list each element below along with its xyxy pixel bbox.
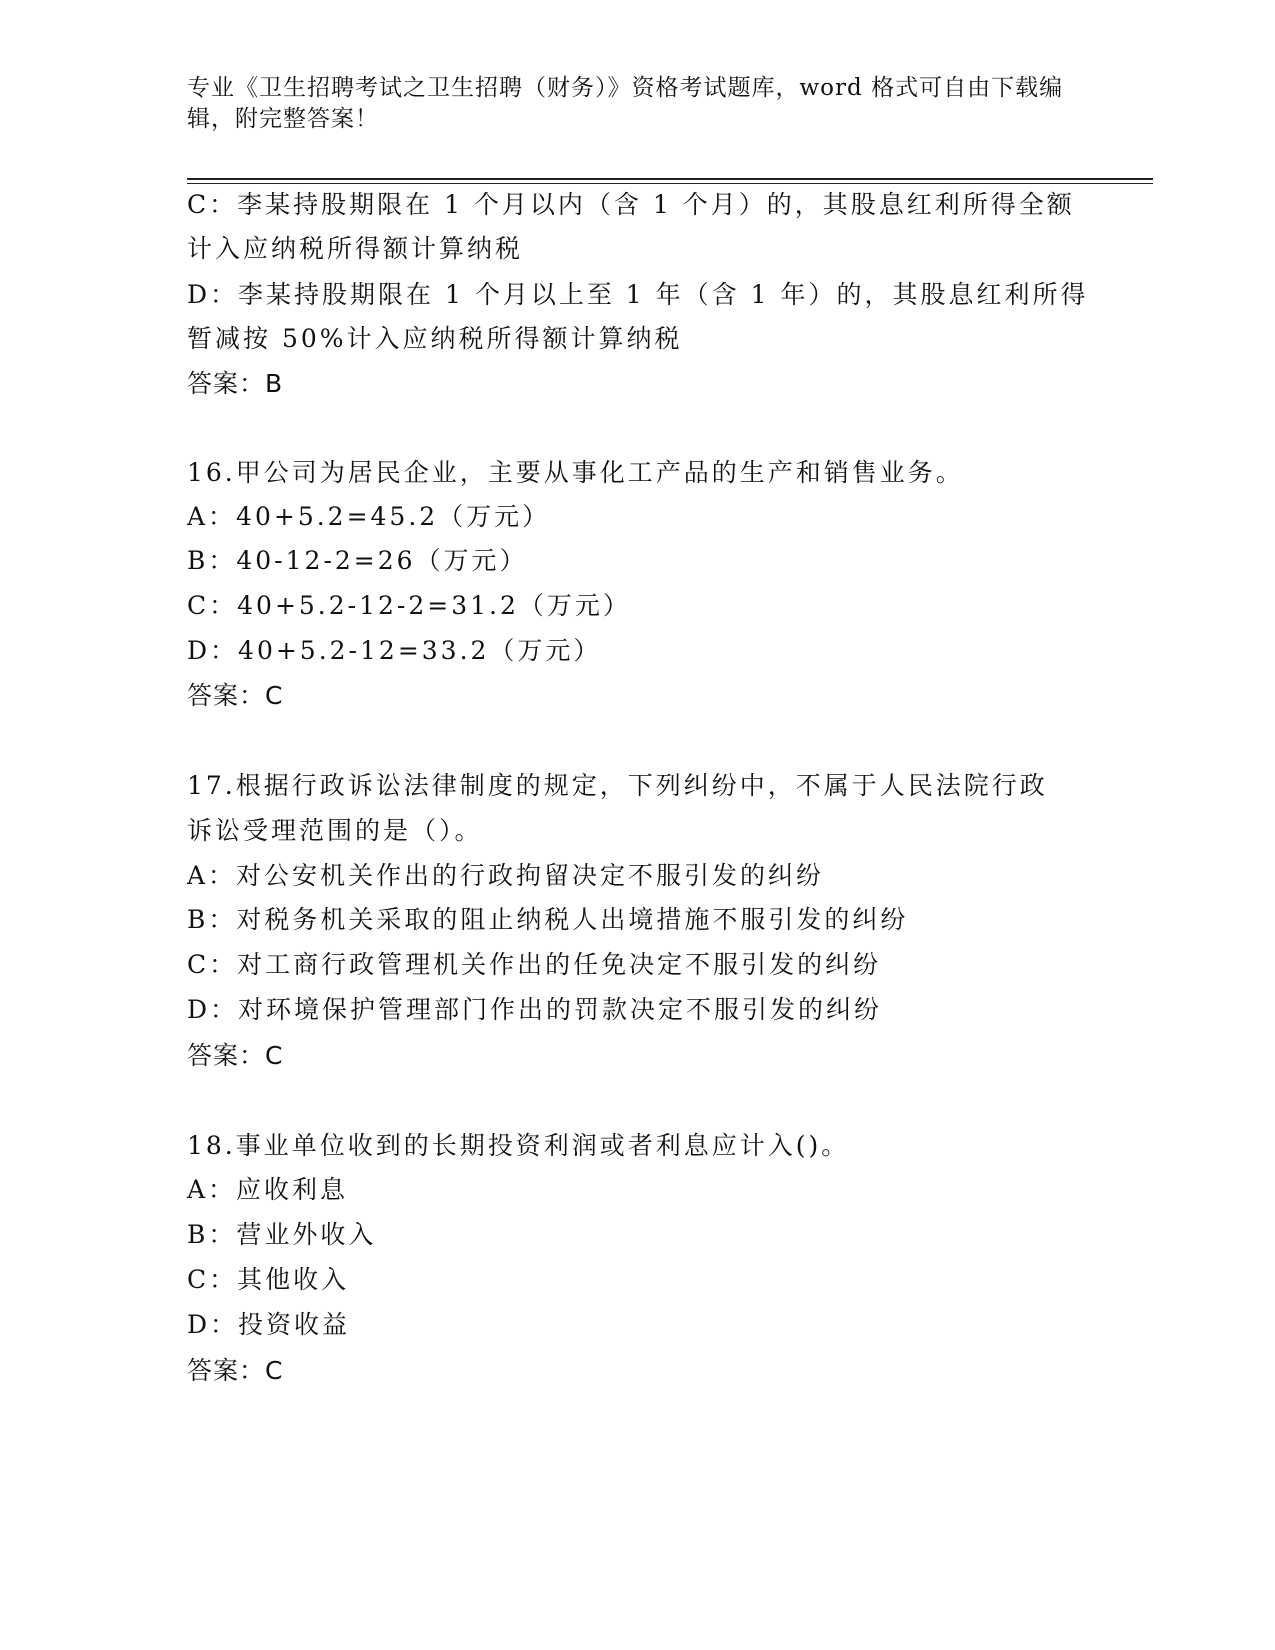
q18-option-c: C：其他收入 bbox=[187, 1265, 350, 1294]
q16-answer: 答案：C bbox=[187, 681, 284, 710]
q15-option-d-line1: D：李某持股期限在 1 个月以上至 1 年（含 1 年）的，其股息红利所得 bbox=[187, 280, 1089, 309]
header-divider-thin bbox=[187, 183, 1153, 184]
q16-option-b: B：40-12-2=26（万元） bbox=[187, 546, 528, 575]
q18-answer: 答案：C bbox=[187, 1356, 284, 1385]
q15-option-c-line1: C：李某持股期限在 1 个月以内（含 1 个月）的，其股息红利所得全额 bbox=[187, 190, 1075, 219]
q16-option-c: C：40+5.2-12-2=31.2（万元） bbox=[187, 591, 631, 620]
header-divider-thick bbox=[187, 178, 1153, 180]
q16-stem: 16.甲公司为居民企业，主要从事化工产品的生产和销售业务。 bbox=[187, 458, 964, 487]
q17-option-a: A：对公安机关作出的行政拘留决定不服引发的纠纷 bbox=[187, 861, 825, 890]
q15-option-c-line2: 计入应纳税所得额计算纳税 bbox=[187, 234, 524, 263]
q17-stem-line2: 诉讼受理范围的是（）。 bbox=[187, 816, 483, 845]
q17-option-c: C：对工商行政管理机关作出的任免决定不服引发的纠纷 bbox=[187, 950, 882, 979]
q18-option-d: D：投资收益 bbox=[187, 1310, 351, 1339]
q17-option-d: D：对环境保护管理部门作出的罚款决定不服引发的纠纷 bbox=[187, 995, 883, 1024]
q18-option-b: B：营业外收入 bbox=[187, 1220, 377, 1249]
q16-option-d: D：40+5.2-12=33.2（万元） bbox=[187, 636, 602, 665]
document-header: 专业《卫生招聘考试之卫生招聘（财务）》资格考试题库，word 格式可自由下载编辑，附完整答案！ bbox=[187, 75, 1064, 132]
q16-option-a: A：40+5.2=45.2（万元） bbox=[187, 502, 551, 531]
q15-option-d-line2: 暂减按 50%计入应纳税所得额计算纳税 bbox=[187, 324, 683, 353]
q15-answer: 答案：B bbox=[187, 369, 284, 398]
q18-option-a: A：应收利息 bbox=[187, 1175, 349, 1204]
q17-option-b: B：对税务机关采取的阻止纳税人出境措施不服引发的纠纷 bbox=[187, 905, 909, 934]
q17-stem-line1: 17.根据行政诉讼法律制度的规定，下列纠纷中，不属于人民法院行政 bbox=[187, 771, 1048, 800]
q17-answer: 答案：C bbox=[187, 1041, 284, 1070]
q18-stem: 18.事业单位收到的长期投资利润或者利息应计入()。 bbox=[187, 1131, 850, 1160]
